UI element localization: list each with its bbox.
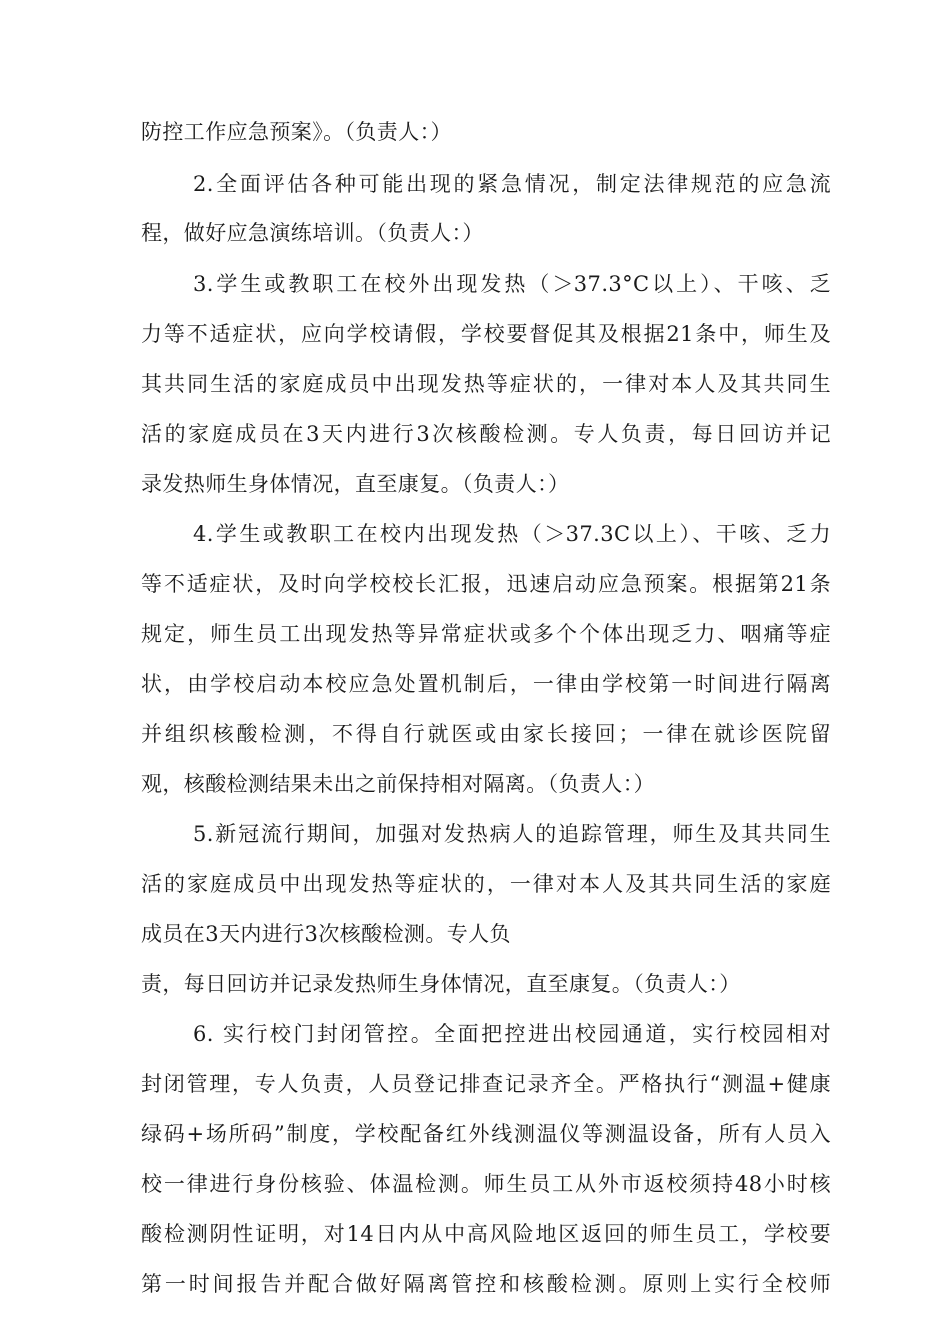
text-line: 酸检测阴性证明，对14日内从中高风险地区返回的师生员工，学校要 <box>141 1222 831 1246</box>
text-line: 其共同生活的家庭成员中出现发热等症状的，一律对本人及其共同生 <box>141 372 831 396</box>
text-line: 成员在3天内进行3次核酸检测。专人负 <box>141 922 511 946</box>
text-line: 绿码+场所码”制度，学校配备红外线测温仪等测温设备，所有人员入 <box>141 1122 831 1146</box>
text-line: 封闭管理，专人负责，人员登记排查记录齐全。严格执行“测温+健康 <box>141 1072 831 1096</box>
text-line: 观，核酸检测结果未出之前保持相对隔离。（负责人：） <box>141 772 655 796</box>
text-line: 校一律进行身份核验、体温检测。师生员工从外市返校须持48小时核 <box>141 1172 831 1196</box>
text-line: 防控工作应急预案》。（负责人：） <box>141 120 452 144</box>
text-line: 6. 实行校门封闭管控。全面把控进出校园通道，实行校园相对 <box>193 1022 831 1046</box>
text-line: 2.全面评估各种可能出现的紧急情况，制定法律规范的应急流 <box>193 172 831 196</box>
document-page <box>141 0 831 1344</box>
text-line: 3.学生或教职工在校外出现发热（＞37.3°C以上）、干咳、乏 <box>193 272 831 296</box>
text-line: 等不适症状，及时向学校校长汇报，迅速启动应急预案。根据第21条 <box>141 572 831 596</box>
text-line: 活的家庭成员在3天内进行3次核酸检测。专人负责，每日回访并记 <box>141 422 831 446</box>
text-line: 力等不适症状，应向学校请假，学校要督促其及根据21条中，师生及 <box>141 322 831 346</box>
text-line: 并组织核酸检测，不得自行就医或由家长接回；一律在就诊医院留 <box>141 722 831 746</box>
text-line: 规定，师生员工出现发热等异常症状或多个个体出现乏力、咽痛等症 <box>141 622 831 646</box>
text-line: 录发热师生身体情况，直至康复。（负责人：） <box>141 472 570 496</box>
text-line: 责，每日回访并记录发热师生身体情况，直至康复。（负责人：） <box>141 972 741 996</box>
text-line: 4.学生或教职工在校内出现发热（＞37.3C以上）、干咳、乏力 <box>193 522 831 546</box>
text-line: 活的家庭成员中出现发热等症状的，一律对本人及其共同生活的家庭 <box>141 872 831 896</box>
text-line: 5.新冠流行期间，加强对发热病人的追踪管理，师生及其共同生 <box>193 822 831 846</box>
text-line: 状，由学校启动本校应急处置机制后，一律由学校第一时间进行隔离 <box>141 672 831 696</box>
text-line: 第一时间报告并配合做好隔离管控和核酸检测。原则上实行全校师 <box>141 1272 831 1296</box>
text-line: 程，做好应急演练培训。（负责人：） <box>141 221 484 245</box>
